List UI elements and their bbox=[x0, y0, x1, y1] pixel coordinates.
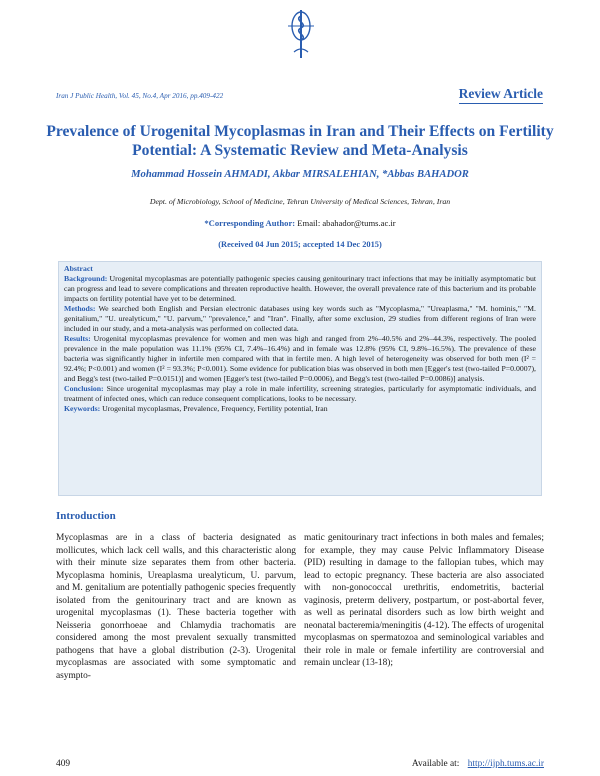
conclusion-label: Conclusion: bbox=[64, 384, 104, 393]
keywords-label: Keywords: bbox=[64, 404, 101, 413]
results-text: Urogenital mycoplasmas prevalence for women and men was high and ranged from 2%–40.5% and 2%–44.3%, respectively. The pooled prevalence in the male population was 11.1% (95% CI, 7.4%–16.4%) and in female was 12.8% (95% CI, 9.8%–16.5%). The prevalence of these bacteria was significantly higher in infertile men compared with that in fertile men. A high level of heterogeneity was observed for both men (I² = 92.4%; P<0.001) and women (I² = 93.3%; P<0.001). Some evidence for publication bias was observed in both men [Egger's test (two-tailed P=0.0007), and Begg's test (two-tailed P=0.0151)] and women [Egger's test (two-tailed P=0.0006), and Begg's test (two-tailed P=0.0086)] analysis. bbox=[64, 334, 536, 383]
abstract-background bbox=[64, 274, 536, 304]
corresponding-author-label: *Corresponding Author: bbox=[204, 218, 296, 228]
author-affiliation: Dept. of Microbiology, School of Medicine, Tehran University of Medical Sciences, Tehran, Iran bbox=[149, 197, 451, 206]
received-dates: (Received 04 Jun 2015; accepted 14 Dec 2015) bbox=[218, 240, 382, 249]
abstract-box bbox=[58, 261, 542, 496]
page-number: 409 bbox=[56, 759, 71, 769]
keywords-text: Urogenital mycoplasmas, Prevalence, Frequency, Fertility potential, Iran bbox=[102, 404, 328, 413]
article-type-label: Review Article bbox=[459, 86, 543, 104]
journal-url-link[interactable]: http://ijph.tums.ac.ir bbox=[467, 759, 544, 769]
background-text: Urogenital mycoplasmas are potentially pathogenic species causing genitourinary tract infections that may be initially asymptomatic but can progress and lead to severe complications and threaten reproductive health. However, the overall prevalence rate of this bacterium and its probable impacts on fertility potential have yet to be determined. bbox=[64, 274, 537, 303]
abstract-conclusion bbox=[64, 384, 536, 404]
article-title: Prevalence of Urogenital Mycoplasmas in Iran and Their Effects on Fertility Potential: A Systematic Review and Meta-Analysis bbox=[46, 123, 554, 159]
conclusion-text: Since urogenital mycoplasmas may play a role in male infertility, screening strategies, particularly for asymptomatic individuals, and treatment of infected ones, which can reduce consequent complications, looks to be necessary. bbox=[64, 384, 537, 403]
availability-line bbox=[412, 759, 544, 769]
corresponding-email[interactable]: Email: abahador@tums.ac.ir bbox=[297, 218, 396, 228]
introduction-column-left: Mycoplasmas are in a class of bacteria designated as mollicutes, which lack cell walls, and this characteristic along with their minute size separates them from other bacteria. Mycoplasma hominis, Ureaplasma urealyticum, U. parvum, and M. genitalium are potentially pathogenic species frequently isolated from the genitourinary tract and are known as urogenital mycoplasmas (1). These bacteria together with Neisseria gonorrhoeae and Chlamydia trachomatis are considered among the most prevalent sexually transmitted pathogens that have a global distribution (2-3). Urogenital mycoplasmas are associated with some symptomatic and asympto- bbox=[56, 533, 296, 681]
methods-label: Methods: bbox=[64, 304, 96, 313]
methods-text: We searched both English and Persian electronic databases using key words such as "Mycoplasma," "Ureaplasma," "M. hominis," "M. genitalium," "U. urealyticum," "U. parvum," "prevalence," and "Iran". Finally, after some exclusion, 29 studies from different regions of Iran were included in our study, and a meta-analysis was performed on collected data. bbox=[64, 304, 536, 333]
author-list: Mohammad Hossein AHMADI, Akbar MIRSALEHIAN, *Abbas BAHADOR bbox=[131, 169, 469, 180]
journal-citation: Iran J Public Health, Vol. 45, No.4, Apr 2016, pp.409-422 bbox=[56, 92, 224, 100]
journal-logo-icon bbox=[285, 8, 317, 60]
abstract-methods bbox=[64, 304, 536, 334]
abstract-heading: Abstract bbox=[64, 264, 93, 273]
abstract-keywords bbox=[64, 404, 536, 414]
available-label: Available at: bbox=[411, 759, 460, 769]
introduction-heading: Introduction bbox=[56, 510, 116, 522]
abstract-results bbox=[64, 334, 536, 384]
results-label: Results: bbox=[64, 334, 91, 343]
introduction-column-right: matic genitourinary tract infections in both males and females; for example, they may cause Pelvic Inflammatory Disease (PID) resulting in damage to the fallopian tubes, which may lead to ectopic pregnancy. These bacteria are also associated with non-gonococcal urethritis, endometritis, bacterial vaginosis, preterm delivery, postpartum, or post-abortal fever, as well as perinatal disorders such as low birth weight and neonatal bacteremia/meningitis (4-12). The effects of urogenital mycoplasmas on spermatozoa and seminological variables and their role in male or female infertility are controversial and remain unclear (13-18); bbox=[304, 533, 544, 668]
corresponding-author bbox=[40, 218, 560, 228]
background-label: Background: bbox=[64, 274, 108, 283]
